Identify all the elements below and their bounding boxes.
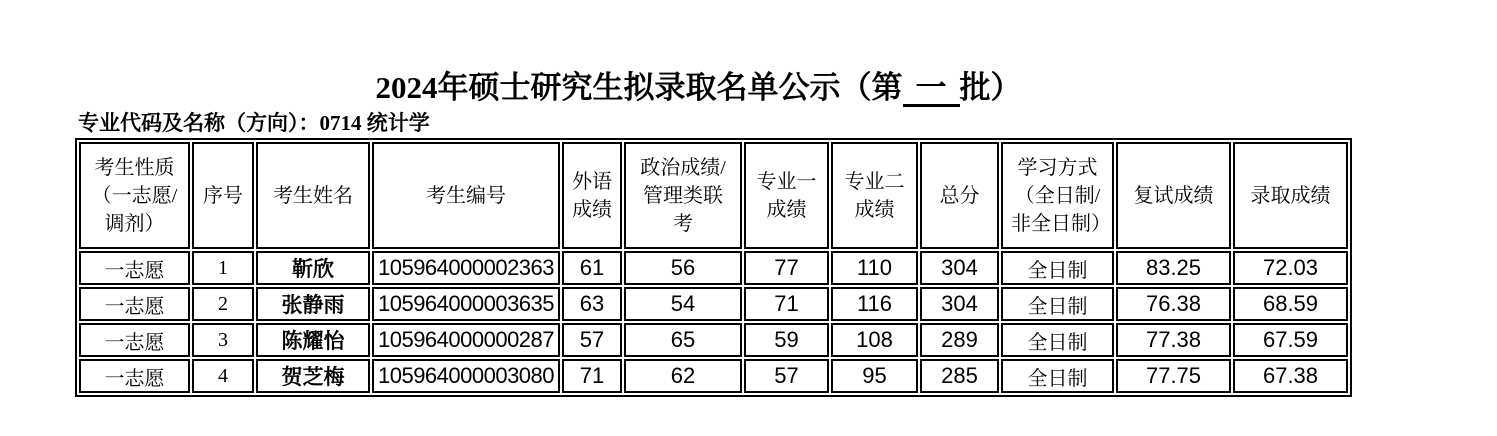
cell-admission-score: 67.38 (1233, 359, 1348, 393)
cell-seq: 4 (192, 359, 254, 393)
cell-candidate-type: 一志愿 (79, 359, 190, 393)
cell-total-score: 285 (920, 359, 999, 393)
cell-politics-score: 56 (624, 251, 742, 285)
cell-politics-score: 54 (624, 287, 742, 321)
cell-retest-score: 83.25 (1116, 251, 1231, 285)
batch-number-underlined: 一 (903, 72, 960, 107)
cell-major2-score: 110 (831, 251, 918, 285)
cell-foreign-language-score: 71 (562, 359, 622, 393)
cell-major1-score: 57 (744, 359, 829, 393)
col-header-total-score: 总分 (920, 142, 999, 249)
cell-politics-score: 62 (624, 359, 742, 393)
cell-major1-score: 71 (744, 287, 829, 321)
cell-study-mode: 全日制 (1001, 287, 1114, 321)
major-code-subtitle: 专业代码及名称（方向）：0714 统计学 (78, 111, 430, 135)
col-header-candidate-type: 考生性质（一志愿/调剂） (79, 142, 190, 249)
cell-retest-score: 76.38 (1116, 287, 1231, 321)
col-header-candidate-id: 考生编号 (372, 142, 560, 249)
cell-retest-score: 77.75 (1116, 359, 1231, 393)
col-header-study-mode: 学习方式（全日制/非全日制） (1001, 142, 1114, 249)
cell-major1-score: 59 (744, 323, 829, 357)
cell-candidate-id: 105964000000287 (372, 323, 560, 357)
cell-candidate-type: 一志愿 (79, 251, 190, 285)
cell-candidate-id: 105964000002363 (372, 251, 560, 285)
cell-major1-score: 77 (744, 251, 829, 285)
cell-seq: 3 (192, 323, 254, 357)
col-header-major2-score: 专业二成绩 (831, 142, 918, 249)
cell-major2-score: 116 (831, 287, 918, 321)
table-row (79, 251, 1348, 285)
page-title (75, 70, 1322, 107)
cell-foreign-language-score: 61 (562, 251, 622, 285)
cell-candidate-type: 一志愿 (79, 323, 190, 357)
cell-candidate-name: 靳欣 (256, 251, 370, 285)
table-row (79, 287, 1348, 321)
col-header-candidate-name: 考生姓名 (256, 142, 370, 249)
cell-study-mode: 全日制 (1001, 251, 1114, 285)
cell-admission-score: 67.59 (1233, 323, 1348, 357)
cell-candidate-name: 张静雨 (256, 287, 370, 321)
cell-foreign-language-score: 63 (562, 287, 622, 321)
col-header-retest-score: 复试成绩 (1116, 142, 1231, 249)
table-header-row (79, 142, 1348, 249)
cell-total-score: 304 (920, 287, 999, 321)
cell-seq: 2 (192, 287, 254, 321)
cell-politics-score: 65 (624, 323, 742, 357)
col-header-foreign-language-score: 外语成绩 (562, 142, 622, 249)
cell-study-mode: 全日制 (1001, 323, 1114, 357)
table-row (79, 359, 1348, 393)
title-suffix: 批） (959, 70, 1022, 105)
cell-candidate-id: 105964000003080 (372, 359, 560, 393)
cell-major2-score: 95 (831, 359, 918, 393)
col-header-seq: 序号 (192, 142, 254, 249)
cell-candidate-name: 贺芝梅 (256, 359, 370, 393)
col-header-politics-score: 政治成绩/管理类联考 (624, 142, 742, 249)
cell-total-score: 289 (920, 323, 999, 357)
admission-roster-table (75, 138, 1352, 397)
cell-foreign-language-score: 57 (562, 323, 622, 357)
cell-study-mode: 全日制 (1001, 359, 1114, 393)
col-header-admission-score: 录取成绩 (1233, 142, 1348, 249)
cell-candidate-type: 一志愿 (79, 287, 190, 321)
col-header-major1-score: 专业一成绩 (744, 142, 829, 249)
cell-major2-score: 108 (831, 323, 918, 357)
cell-total-score: 304 (920, 251, 999, 285)
cell-seq: 1 (192, 251, 254, 285)
cell-retest-score: 77.38 (1116, 323, 1231, 357)
table-row (79, 323, 1348, 357)
cell-candidate-id: 105964000003635 (372, 287, 560, 321)
title-prefix: 2024年硕士研究生拟录取名单公示（第 (375, 70, 903, 105)
cell-admission-score: 68.59 (1233, 287, 1348, 321)
cell-admission-score: 72.03 (1233, 251, 1348, 285)
cell-candidate-name: 陈耀怡 (256, 323, 370, 357)
